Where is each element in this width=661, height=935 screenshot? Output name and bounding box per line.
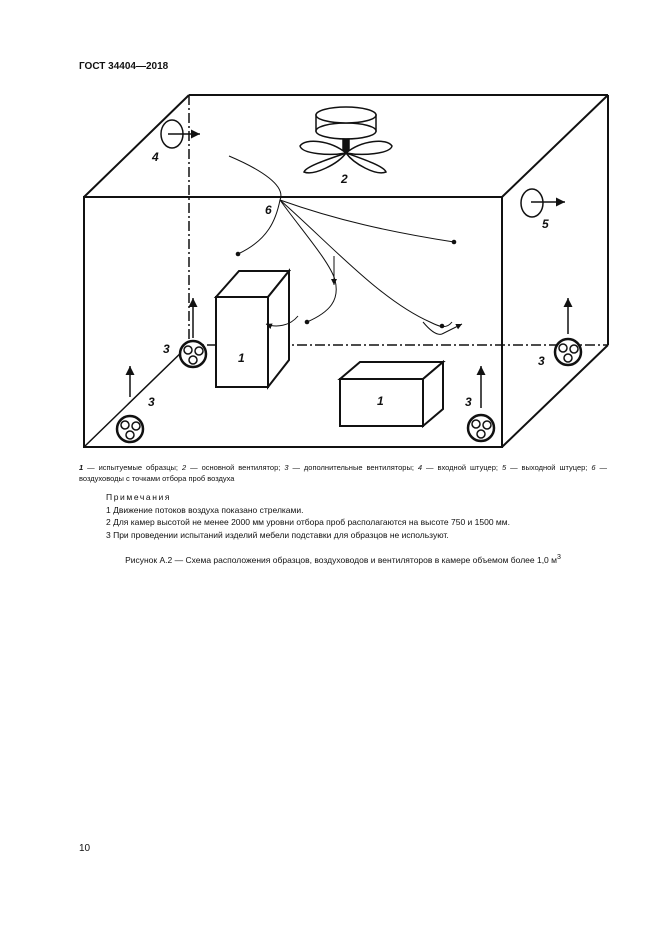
sample-point xyxy=(236,252,241,257)
figure-legend xyxy=(79,462,607,484)
note-item: 3 При проведении испытаний изделий мебели подставки для образцов не используют. xyxy=(106,529,449,540)
legend-num: 2 xyxy=(181,463,187,472)
sample-box-tall xyxy=(216,271,289,387)
notes-title: Примечания xyxy=(106,492,172,502)
label-fan-right-front: 3 xyxy=(465,395,472,409)
caption-superscript: 3 xyxy=(557,553,561,561)
legend-num: 1 xyxy=(79,463,84,472)
label-inlet: 4 xyxy=(152,150,159,164)
legend-text: — дополнительные вентиляторы; xyxy=(288,463,418,472)
legend-num: 5 xyxy=(501,463,507,472)
note-item: 1 Движение потоков воздуха показано стрелками. xyxy=(106,504,304,515)
note-item: 2 Для камер высотой не менее 2000 мм уровни отбора проб располагаются на высоте 750 и 1500 мм. xyxy=(106,517,510,527)
label-main-fan: 2 xyxy=(341,172,348,186)
caption-text: Рисунок А.2 — Схема расположения образцов, воздуховодов и вентиляторов в камере объемом более 1,0 м xyxy=(125,554,557,565)
label-duct: 6 xyxy=(265,203,272,217)
label-outlet: 5 xyxy=(542,217,549,231)
figure-caption xyxy=(79,553,607,565)
legend-num: 4 xyxy=(417,463,423,472)
sample-point xyxy=(305,320,310,325)
page-number: 10 xyxy=(79,843,91,854)
document-header: ГОСТ 34404—2018 xyxy=(79,61,169,72)
sample-point xyxy=(440,324,445,329)
label-fan-left-back: 3 xyxy=(163,342,170,356)
notes-block xyxy=(106,491,510,541)
label-sample-1: 1 xyxy=(238,351,245,365)
legend-text: — испытуемые образцы; xyxy=(83,463,182,472)
label-sample-2: 1 xyxy=(377,394,384,408)
sample-box-low xyxy=(340,362,443,426)
outlet-port xyxy=(521,189,565,217)
fan-icon xyxy=(117,366,143,442)
label-fan-right-back: 3 xyxy=(538,354,545,368)
fan-icon xyxy=(180,298,206,367)
legend-text: — входной штуцер; xyxy=(422,463,502,472)
label-fan-left-front: 3 xyxy=(148,395,155,409)
legend-num: 3 xyxy=(284,463,289,472)
legend-text: — основной вентилятор; xyxy=(186,463,285,472)
legend-num: 6 xyxy=(591,463,596,472)
inlet-port xyxy=(161,120,200,148)
legend-text: — выходной штуцер; xyxy=(506,463,592,472)
main-fan xyxy=(300,107,392,173)
legend-text: — воздуховоды с точками отбора проб воздуха xyxy=(79,463,608,483)
fan-icon xyxy=(555,298,581,365)
sample-point xyxy=(452,240,457,245)
fan-icon xyxy=(468,366,494,441)
